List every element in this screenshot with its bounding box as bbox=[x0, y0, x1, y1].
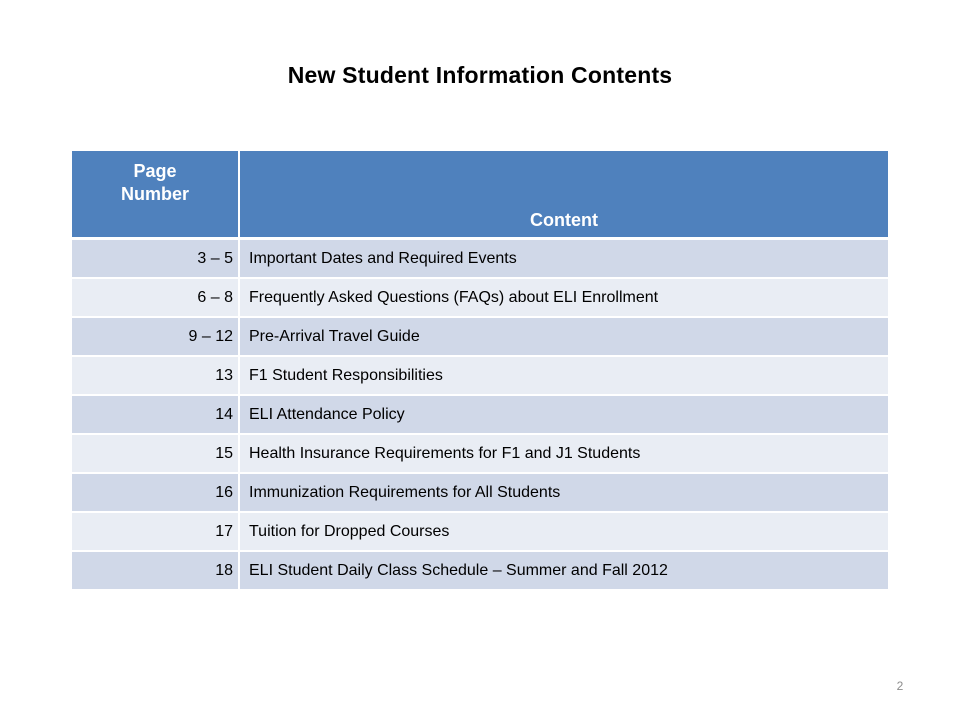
table-row bbox=[72, 278, 888, 317]
content-cell: Pre-Arrival Travel Guide bbox=[239, 317, 888, 356]
table-row bbox=[72, 395, 888, 434]
page-number-cell: 6 – 8 bbox=[72, 278, 239, 317]
header-page-number-line1: Page bbox=[133, 161, 177, 181]
content-cell: Health Insurance Requirements for F1 and J1 Students bbox=[239, 434, 888, 473]
page-number-cell: 14 bbox=[72, 395, 239, 434]
table-header-row bbox=[72, 151, 888, 239]
table-row bbox=[72, 356, 888, 395]
table-row bbox=[72, 512, 888, 551]
page-number-cell: 18 bbox=[72, 551, 239, 590]
table-row bbox=[72, 239, 888, 279]
page-title: New Student Information Contents bbox=[287, 62, 673, 88]
content-cell: F1 Student Responsibilities bbox=[239, 356, 888, 395]
header-page-number-line2: Number bbox=[120, 184, 189, 204]
table-row bbox=[72, 473, 888, 512]
table-row bbox=[72, 551, 888, 590]
content-cell: ELI Student Daily Class Schedule – Summer and Fall 2012 bbox=[239, 551, 888, 590]
page-number-cell: 3 – 5 bbox=[72, 239, 239, 279]
page-number-cell: 9 – 12 bbox=[72, 317, 239, 356]
header-page-number bbox=[72, 151, 239, 239]
content-cell: ELI Attendance Policy bbox=[239, 395, 888, 434]
content-cell: Immunization Requirements for All Students bbox=[239, 473, 888, 512]
header-content: Content bbox=[239, 151, 888, 239]
page-number-cell: 13 bbox=[72, 356, 239, 395]
page-number-cell: 15 bbox=[72, 434, 239, 473]
content-cell: Tuition for Dropped Courses bbox=[239, 512, 888, 551]
table-row bbox=[72, 317, 888, 356]
contents-table bbox=[72, 151, 888, 591]
page-number-cell: 16 bbox=[72, 473, 239, 512]
content-cell: Frequently Asked Questions (FAQs) about ELI Enrollment bbox=[239, 278, 888, 317]
page-number-cell: 17 bbox=[72, 512, 239, 551]
content-cell: Important Dates and Required Events bbox=[239, 239, 888, 279]
table-row bbox=[72, 434, 888, 473]
slide-number: 2 bbox=[896, 679, 904, 693]
